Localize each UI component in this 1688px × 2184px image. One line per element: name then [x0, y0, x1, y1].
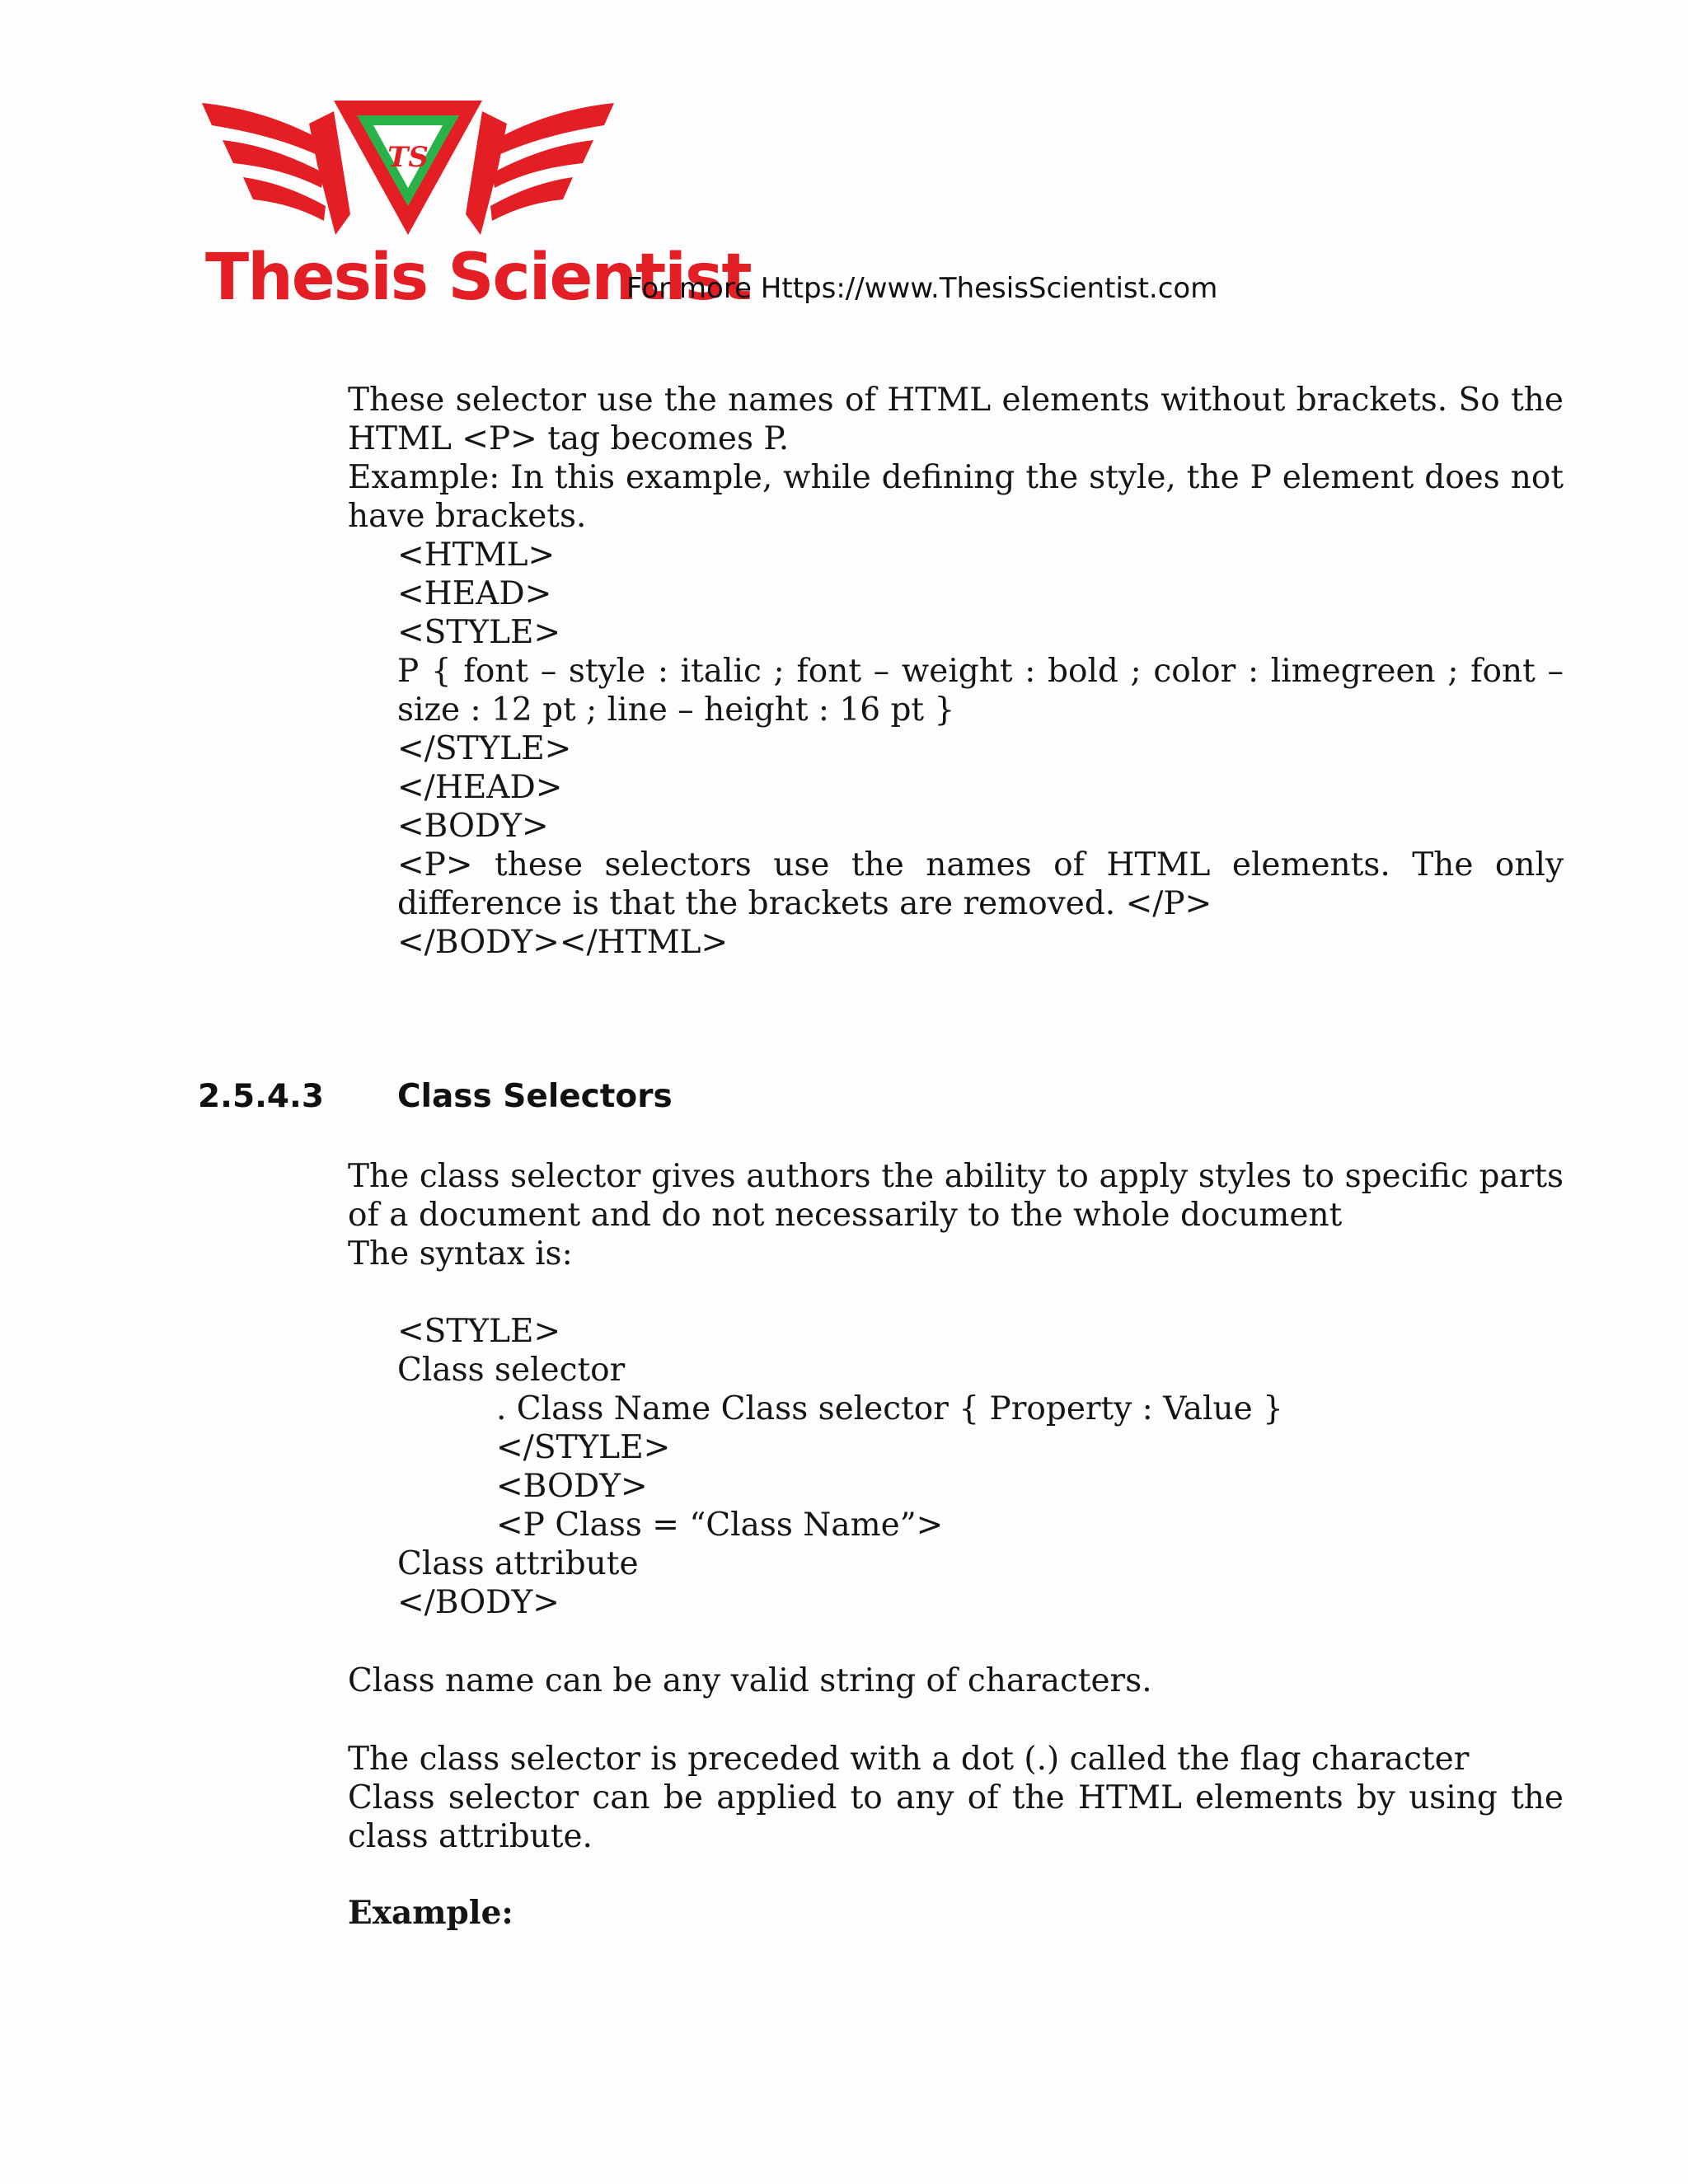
syntax-line: </STYLE> — [496, 1429, 671, 1466]
paragraph-line: class attribute. — [348, 1818, 593, 1855]
paragraph-line: of a document and do not necessarily to the whole document — [348, 1197, 1343, 1234]
code-line: </BODY></HTML> — [397, 924, 729, 961]
paragraph-line: have brackets. — [348, 498, 587, 535]
code-line: difference is that the brackets are removed. </P> — [397, 885, 1212, 922]
intro-paragraph — [348, 381, 1564, 536]
left-wing-icon — [202, 103, 350, 235]
code-sample — [397, 536, 1564, 962]
code-line: <HTML> — [397, 537, 556, 574]
syntax-line: <STYLE> — [397, 1313, 561, 1350]
example-label: Example: — [348, 1894, 513, 1932]
class-selector-intro — [348, 1157, 1564, 1273]
paragraph-line: HTML <P> tag becomes P. — [348, 420, 790, 457]
code-line: P { font – style : italic ; font – weight : bold ; color : limegreen ; font – — [397, 653, 1564, 690]
brand-name: Thesis Scientist — [205, 241, 751, 315]
syntax-line: . Class Name Class selector { Property : Value } — [496, 1390, 1283, 1427]
code-line: <BODY> — [397, 808, 549, 845]
paragraph-line: The syntax is: — [348, 1235, 573, 1272]
page-header — [194, 91, 1218, 321]
section-number: 2.5.4.3 — [198, 1078, 324, 1115]
triangle-emblem-icon — [334, 101, 482, 235]
class-name-note — [348, 1661, 1564, 1700]
code-line: <STYLE> — [397, 614, 561, 651]
code-line: <P> these selectors use the names of HTML elements. The only — [397, 846, 1564, 883]
right-wing-icon — [466, 103, 614, 235]
paragraph-line: Class selector can be applied to any of the HTML elements by using the — [348, 1779, 1564, 1816]
paragraph-line: Class name can be any valid string of characters. — [348, 1662, 1152, 1699]
svg-text:TS: TS — [387, 141, 429, 174]
paragraph-line: The class selector gives authors the ability to apply styles to specific parts — [348, 1158, 1564, 1195]
section-title: Class Selectors — [397, 1078, 673, 1115]
code-line: size : 12 pt ; line – height : 16 pt } — [397, 691, 955, 729]
syntax-line: <P Class = “Class Name”> — [496, 1507, 944, 1544]
syntax-line: <BODY> — [496, 1468, 648, 1505]
code-line: </STYLE> — [397, 730, 572, 767]
flag-character-note — [348, 1740, 1564, 1856]
paragraph-line: Example: In this example, while defining the style, the P element does not — [348, 459, 1564, 496]
syntax-line: Class attribute — [397, 1545, 639, 1582]
thesis-scientist-logo — [194, 91, 622, 247]
paragraph-line: The class selector is preceded with a dot (.) called the flag character — [348, 1741, 1470, 1778]
syntax-block — [397, 1312, 1564, 1622]
code-line: </HEAD> — [397, 769, 563, 806]
code-line: <HEAD> — [397, 575, 552, 612]
syntax-line: Class selector — [397, 1352, 626, 1389]
syntax-line: </BODY> — [397, 1584, 560, 1621]
paragraph-line: These selector use the names of HTML elements without brackets. So the — [348, 382, 1564, 419]
website-link[interactable]: For more Https://www.ThesisScientist.com — [626, 272, 1218, 305]
